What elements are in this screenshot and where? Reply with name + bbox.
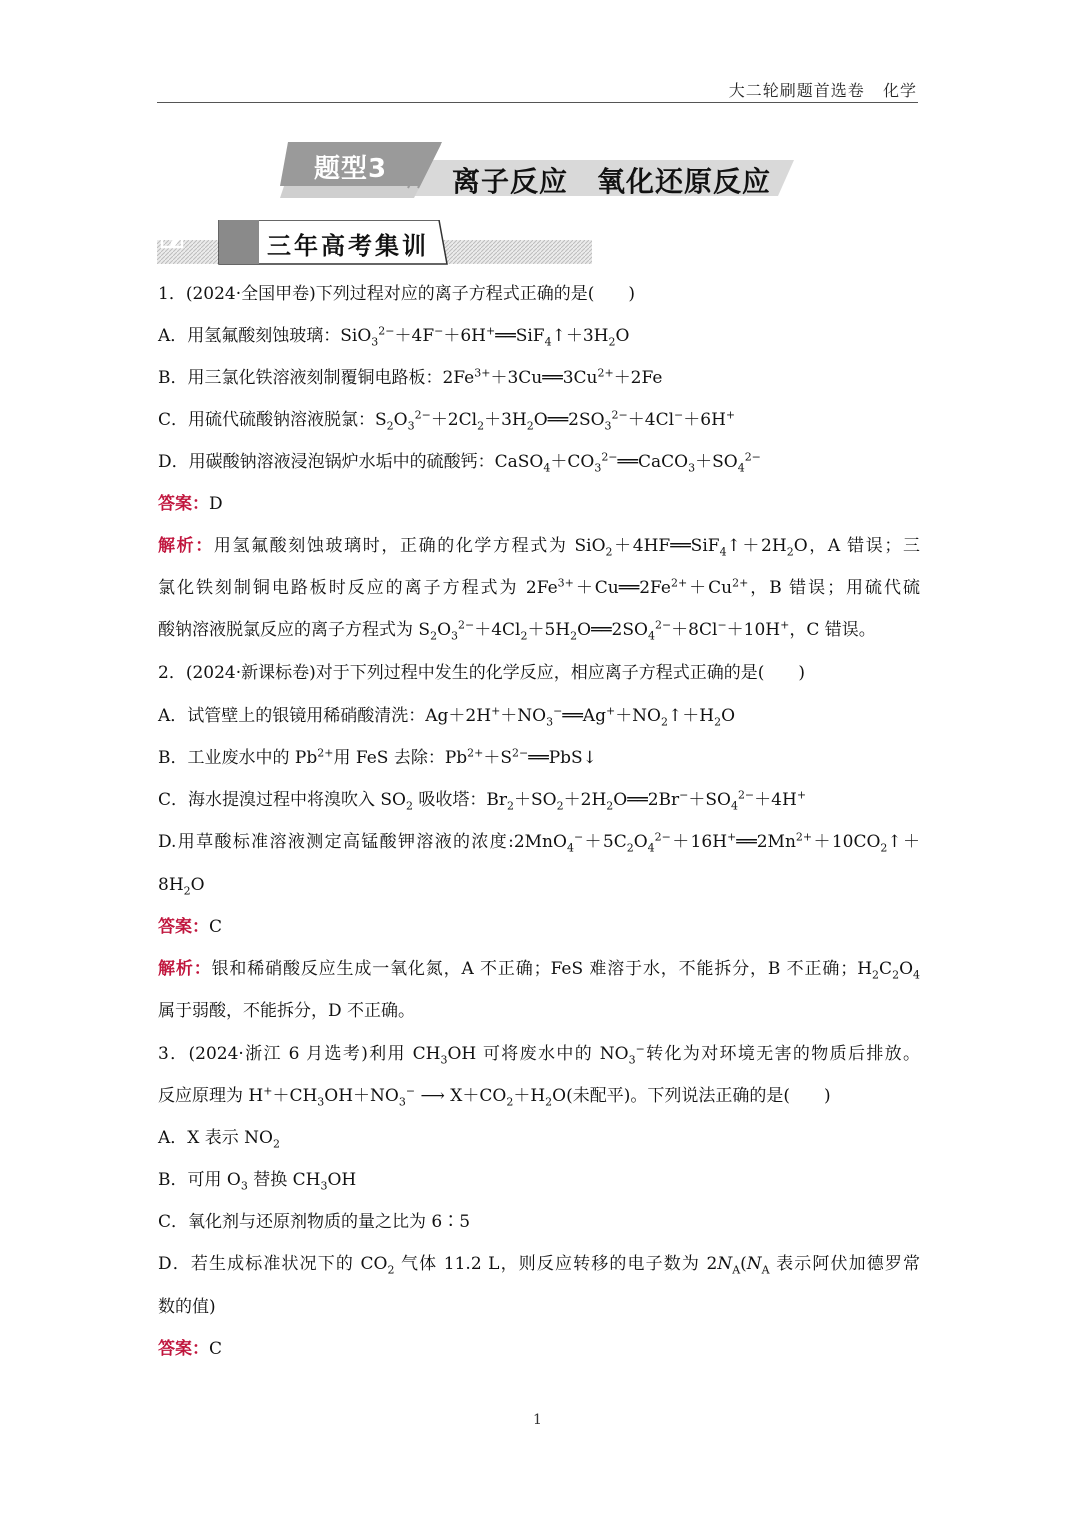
type-label: 题型3 [314,154,388,184]
q2-option-a: A．试管壁上的银镜用稀硝酸清洗：$Ag+2H^++NO_3^-══Ag^++NO_2↑+H_2O$ [158,704,736,729]
q1-option-b: B．用三氯化铁溶液刻制覆铜电路板：$2Fe^{3+}+3Cu══3Cu^{2+}+2Fe$ [158,366,663,388]
q1-answer [158,493,920,515]
q3-option-d-line-2: 数的值) [158,1297,216,1317]
answer-label: 答案： [158,917,209,937]
q3-option-b: B．可用 $O_3$ 替换 $CH_3OH$ [158,1170,357,1193]
header-rule [157,102,918,103]
section-title: 三年高考集训 [267,232,429,260]
page-number: 1 [533,1412,542,1428]
answer-value: D [209,494,223,514]
q3-stem-line-2: 反应原理为 $H^++CH_3OH+NO_3^-$ ⟶ $X+CO_2+H_2O$(未配平)。下列说法正确的是( ) [158,1084,831,1109]
q3-option-a: A．X 表示 $NO_2$ [158,1128,280,1151]
analysis-label: 解析： [158,959,212,979]
answer-value: C [209,917,223,937]
q2-option-b: B．工业废水中的 $Pb^{2+}$用 FeS 去除：$Pb^{2+}+S^{2-}══PbS↓$ [158,746,597,768]
q2-answer [158,916,920,938]
q1-stem: 1．(2024·全国甲卷)下列过程对应的离子方程式正确的是( ) [158,284,636,304]
q1-option-c: C．用硫代硫酸钠溶液脱氯：$S_2O_3^{2-}+2Cl_2+3H_2O══2SO_3^{2-}+4Cl^-+6H^+$ [158,408,736,433]
q3-option-c: C．氧化剂与还原剂物质的量之比为 6∶5 [158,1212,471,1232]
q1-analysis-line-1: 解析：用氢氟酸刻蚀玻璃时，正确的化学方程式为 $SiO_2+4HF══SiF_4↑+2H_2O$，A 错误；三 [158,536,920,559]
header-subject: 化学 [882,81,917,100]
q1-analysis-line-2: 氯化铁刻制铜电路板时反应的离子方程式为 $2Fe^{3+}+Cu══2Fe^{2+}+Cu^{2+}$，B 错误；用硫代硫 [158,576,920,598]
q2-analysis-line-1: 解析：银和稀硝酸反应生成一氧化氮，A 不正确；FeS 难溶于水，不能拆分，B 不正确；$H_2C_2O_4$ [158,959,920,982]
q3-option-d-line-1: D．若生成标准状况下的 $CO_2$ 气体 11.2 L，则反应转移的电子数为 $2N_A(N_A$ 表示阿伏加德罗常 [158,1254,921,1277]
type-title: 离子反应 氧化还原反应 [452,165,772,198]
q1-analysis-line-3: 酸钠溶液脱氯反应的离子方程式为 $S_2O_3^{2-}+4Cl_2+5H_2O══2SO_4^{2-}+8Cl^-+10H^+$，C 错误。 [158,618,876,643]
section-bar [157,220,592,266]
header-book: 大二轮刷题首选卷 [728,81,865,100]
pencil-edit-icon [157,220,191,254]
analysis-label: 解析： [158,536,214,556]
answer-value: C [209,1339,223,1359]
q2-analysis-line-2: 属于弱酸，不能拆分，D 不正确。 [158,1001,416,1021]
type-banner [280,142,800,202]
q2-option-d-line-1: D.用草酸标准溶液测定高锰酸钾溶液的浓度$:2MnO_4^-+5C_2O_4^{2-}+16H^+══2Mn^{2+}+10CO_2↑+$ [158,830,921,855]
q1-option-a: A．用氢氟酸刻蚀玻璃：$SiO_3^{2-}+4F^-+6H^+══SiF_4↑+3H_2O$ [158,324,630,349]
q3-stem-line-1: 3．(2024·浙江 6 月选考)利用 $CH_3OH$ 可将废水中的 $NO_3^-$转化为对环境无害的物质后排放。 [158,1042,921,1067]
q1-option-d: D．用碳酸钠溶液浸泡锅炉水垢中的硫酸钙：$CaSO_4+CO_3^{2-}══CaCO_3+SO_4^{2-}$ [158,450,761,475]
header-book-subject [729,78,917,101]
q2-option-c: C．海水提溴过程中将溴吹入 $SO_2$ 吸收塔：$Br_2+SO_2+2H_2O══2Br^-+SO_4^{2-}+4H^+$ [158,788,807,813]
q3-answer [158,1338,920,1360]
answer-label: 答案： [158,1339,209,1359]
q2-option-d-line-2: $8H_2O$ [158,875,205,898]
answer-label: 答案： [158,494,209,514]
q2-stem: 2．(2024·新课标卷)对于下列过程中发生的化学反应，相应离子方程式正确的是( ) [158,663,806,683]
